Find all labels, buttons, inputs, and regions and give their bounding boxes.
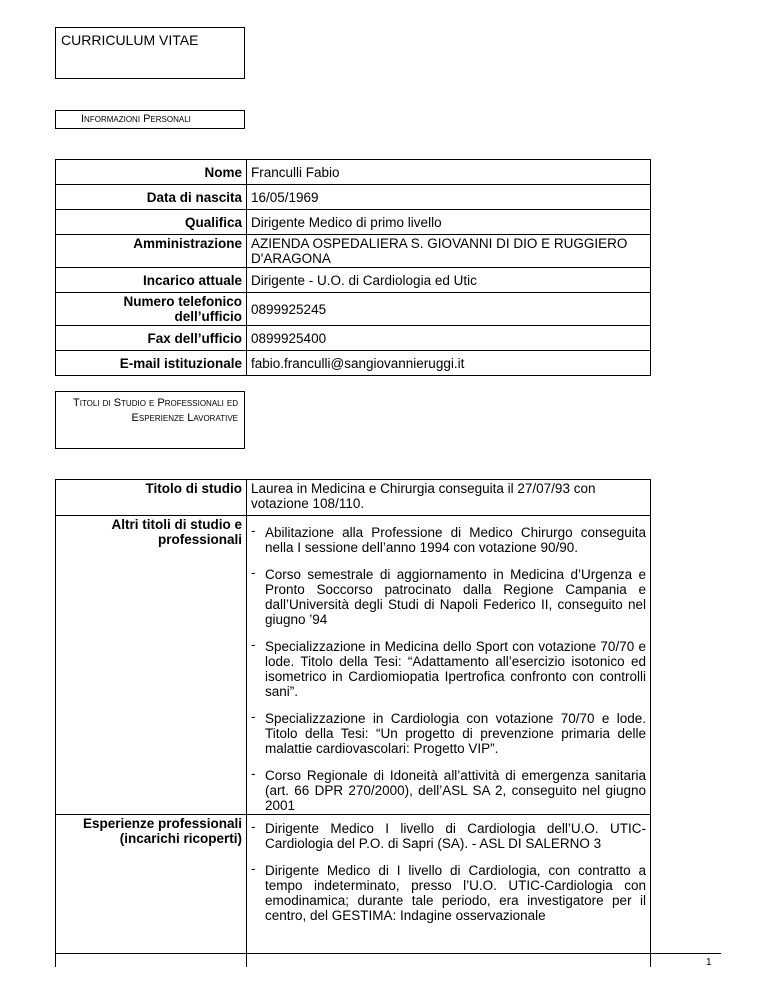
row-value: 16/05/1969	[247, 185, 651, 210]
study-value: Laurea in Medicina e Chirurgia conseguita il 27/07/93 con votazione 108/110.	[247, 480, 651, 516]
row-label: E-mail istituzionale	[56, 351, 247, 376]
experience-list	[251, 821, 646, 923]
section-titles-heading: Titoli di Studio e Professionali ed Esperienze Lavorative	[55, 391, 245, 449]
table-row	[56, 185, 651, 210]
list-item: - Dirigente Medico di I livello di Cardiologia, con contratto a tempo indeterminato, presso l’U.O. UTIC-Cardiologia con emodinamica; durante tale periodo, era investigatore per il centro, del GESTIMA: Indagine osservazionale	[251, 863, 646, 923]
study-label: Titolo di studio	[56, 480, 247, 516]
row-value: Dirigente Medico di primo livello	[247, 210, 651, 235]
table-row	[56, 480, 651, 516]
list-item: - Specializzazione in Medicina dello Sport con votazione 70/70 e lode. Titolo della Tesi: “Adattamento all’esercizio isotonico ed isometrico in Cardiomiopatia Ipertrofica confronto con controlli sani”.	[251, 639, 646, 699]
list-item: - Corso Regionale di Idoneità all’attività di emergenza sanitaria (art. 66 DPR 270/2000), dell’ASL SA 2, conseguito nel giugno 2001	[251, 768, 646, 813]
other-titles-cell	[247, 516, 651, 815]
table-row	[56, 815, 651, 968]
table-row	[56, 235, 651, 268]
cv-title: CURRICULUM VITAE	[55, 27, 245, 79]
section-personal-heading: Informazioni Personali	[55, 110, 245, 129]
row-label: Nome	[56, 160, 247, 185]
row-label: Fax dell’ufficio	[56, 326, 247, 351]
row-label: Incarico attuale	[56, 268, 247, 293]
table-row	[56, 210, 651, 235]
table-row	[56, 516, 651, 815]
table-row	[56, 293, 651, 326]
row-value: AZIENDA OSPEDALIERA S. GIOVANNI DI DIO E RUGGIERO D'ARAGONA	[247, 235, 651, 268]
row-label: Numero telefonico dell’ufficio	[56, 293, 247, 326]
list-item: - Specializzazione in Cardiologia con votazione 70/70 e lode. Titolo della Tesi: “Un progetto di prevenzione primaria delle malattie cardiovascolari: Progetto VIP”.	[251, 711, 646, 756]
list-item: - Abilitazione alla Professione di Medico Chirurgo conseguita nella I sessione dell’anno 1994 con votazione 90/90.	[251, 525, 646, 555]
other-titles-list	[251, 525, 646, 813]
row-value: 0899925245	[247, 293, 651, 326]
table-row	[56, 268, 651, 293]
list-item: - Dirigente Medico I livello di Cardiologia dell’U.O. UTIC-Cardiologia del P.O. di Sapri (SA). - ASL DI SALERNO 3	[251, 821, 646, 851]
table-row	[56, 160, 651, 185]
titles-table	[55, 479, 651, 967]
page-number: 1	[706, 957, 712, 968]
list-item: - Corso semestrale di aggiornamento in Medicina d’Urgenza e Pronto Soccorso patrocinato dalla Regione Campania e dall’Università degli Studi di Napoli Federico II, conseguito nel giugno ’94	[251, 567, 646, 627]
row-value: 0899925400	[247, 326, 651, 351]
row-label: Data di nascita	[56, 185, 247, 210]
footer-rule	[55, 953, 721, 954]
row-label: Amministrazione	[56, 235, 247, 268]
table-row	[56, 326, 651, 351]
experience-label: Esperienze professionali (incarichi ricoperti)	[56, 815, 247, 968]
other-titles-label: Altri titoli di studio e professionali	[56, 516, 247, 815]
row-value: Dirigente - U.O. di Cardiologia ed Utic	[247, 268, 651, 293]
row-label: Qualifica	[56, 210, 247, 235]
experience-cell	[247, 815, 651, 968]
table-row	[56, 351, 651, 376]
row-value: fabio.franculli@sangiovannieruggi.it	[247, 351, 651, 376]
row-value: Franculli Fabio	[247, 160, 651, 185]
personal-info-table	[55, 159, 651, 376]
